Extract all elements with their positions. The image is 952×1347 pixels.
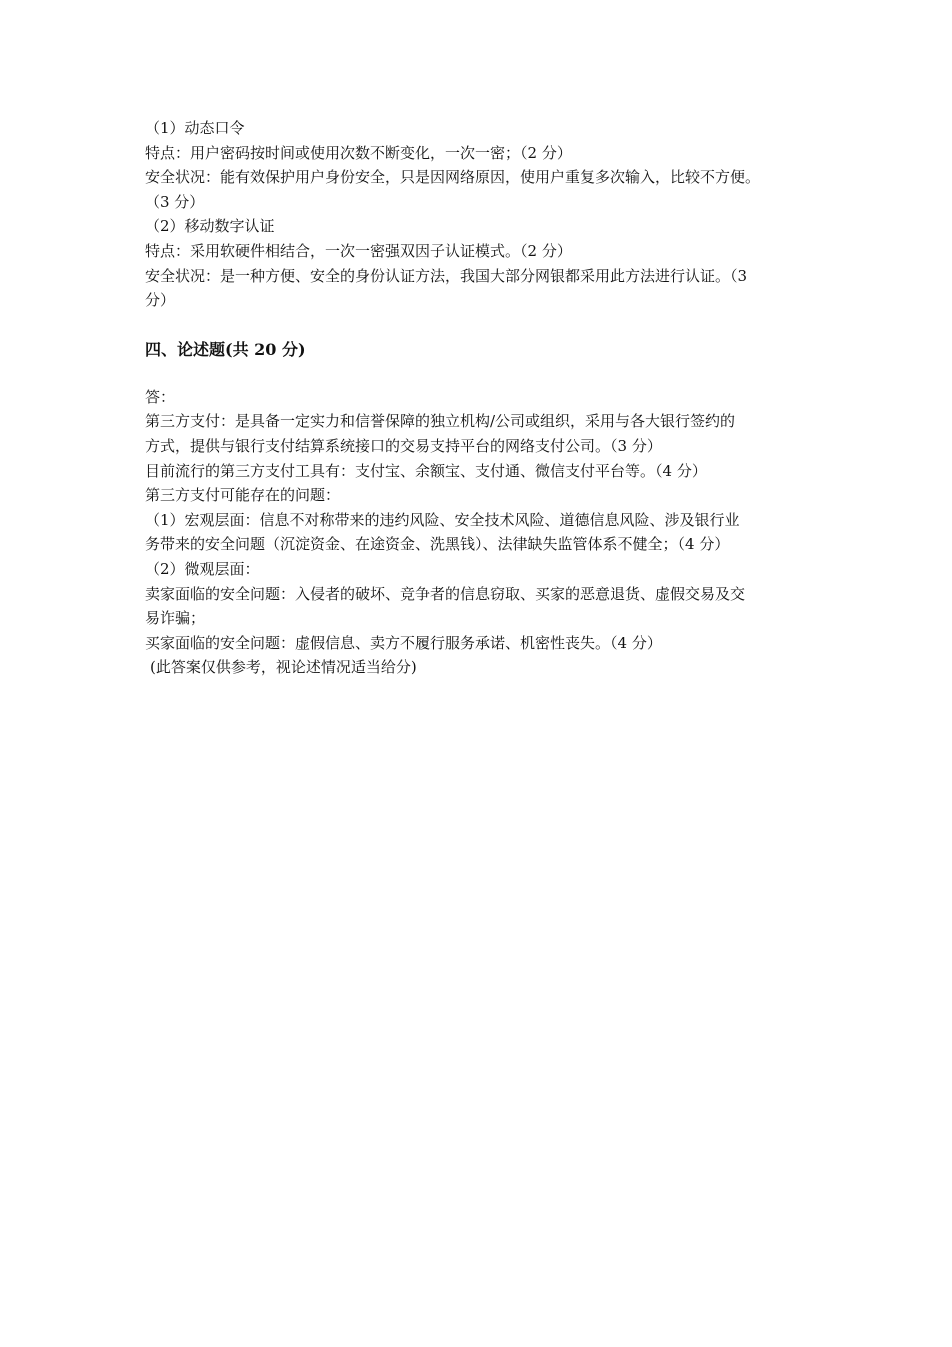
item2-security-line1: 安全状况：是一种方便、安全的身份认证方法，我国大部分网银都采用此方法进行认证。（3 [145, 266, 748, 285]
spacer [145, 362, 817, 385]
answer-line: 买家面临的安全问题：虚假信息、卖方不履行服务承诺、机密性丧失。（4 分） [145, 633, 662, 652]
answer-line: 方式，提供与银行支付结算系统接口的交易支持平台的网络支付公司。（3 分） [145, 436, 662, 455]
answer-line: 卖家面临的安全问题：入侵者的破坏、竞争者的信息窃取、买家的恶意退货、虚假交易及交 [145, 584, 746, 603]
answer-line: 目前流行的第三方支付工具有：支付宝、余额宝、支付通、微信支付平台等。（4 分） [145, 461, 707, 480]
answer-label: 答： [145, 387, 176, 406]
item1-feature: 特点：用户密码按时间或使用次数不断变化，一次一密；（2 分） [145, 143, 572, 162]
spacer [145, 313, 817, 338]
item2-feature: 特点：采用软硬件相结合，一次一密强双因子认证模式。（2 分） [145, 241, 572, 260]
answer-line: 第三方支付：是具备一定实力和信誉保障的独立机构/公司或组织，采用与各大银行签约的 [145, 412, 736, 431]
answer-line: 易诈骗； [145, 609, 206, 628]
answer-note: (此答案仅供参考，视论述情况适当给分) [150, 658, 417, 677]
item1-security-line1: 安全状况：能有效保护用户身份安全，只是因网络原因，使用户重复多次输入，比较不方便。 [145, 168, 761, 187]
section4-heading: 四、论述题(共 20 分) [145, 339, 306, 359]
document-body [145, 116, 817, 680]
item1-title: （1）动态口令 [145, 119, 245, 137]
answer-line: 第三方支付可能存在的问题： [145, 486, 341, 505]
answer-line: （1）宏观层面：信息不对称带来的违约风险、安全技术风险、道德信息风险、涉及银行业 [145, 510, 740, 529]
item2-title: （2）移动数字认证 [145, 217, 275, 236]
answer-line: 务带来的安全问题（沉淀资金、在途资金、洗黑钱）、法律缺失监管体系不健全；（4 分） [145, 535, 730, 554]
answer-line: （2）微观层面： [145, 559, 260, 578]
item1-security-line2: （3 分） [145, 192, 205, 211]
item2-security-line2: 分） [145, 291, 176, 310]
